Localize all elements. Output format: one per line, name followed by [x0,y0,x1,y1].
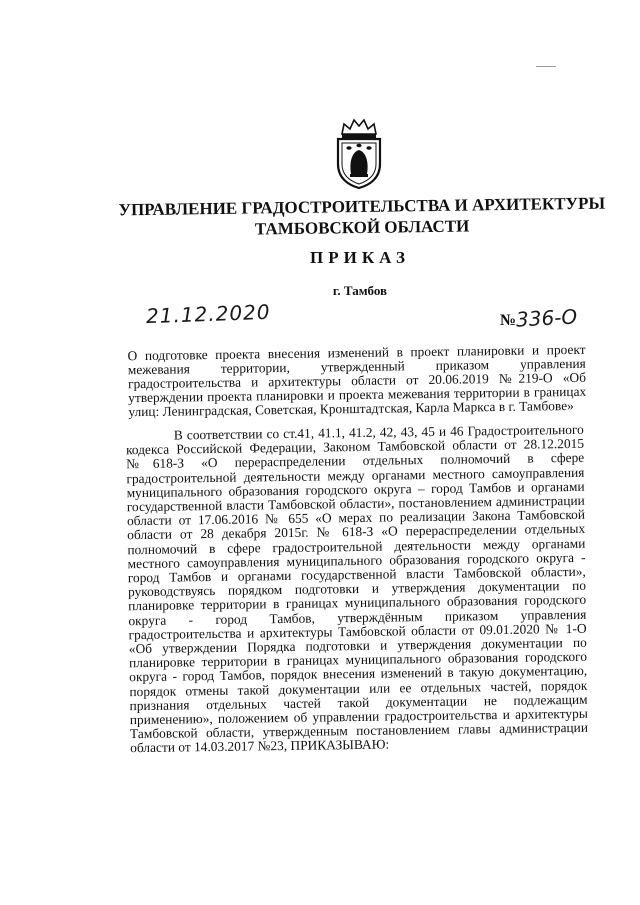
city-label: г. Тамбов [332,283,388,298]
handwritten-date: 21.12.2020 [145,299,271,329]
number-prefix: № [500,312,517,329]
organization-title [112,193,613,242]
document-number [500,306,577,330]
order-body: В соответствии со ст.41, 41.1, 41.2, 42, 43, 45 и 46 Градостроительного кодекса Российской Федерации, Законом Тамбовской области от 28.12.2015 №618-З «О перераспределении отдельных полномочий в сфере градостроительной деятельности между органами местного самоуправления муниципального образования городского округа – город Тамбов и органами государственной власти Тамбовской области», постановлением администрации области от 17.06.2016 № 655 «О мерах по реализации Закона Тамбовской области от 28 декабря 2015г. № 618-З «О перераспределении отдельных полномочий в сфере градостроительной деятельности между органами местного самоуправления муниципального образования городского округа - город Тамбов и органами государственной власти Тамбовской области», руководствуясь порядком подготовки и утверждения документации по планировке территории в границах муниципального образования городского округа - город Тамбов, утверждённым приказом управления градостроительства и архитектуры Тамбовской области от 09.01.2020 № 1-О «Об утверждении Порядка подготовки и утверждения документации по планировке территории в границах муниципального образования городского округа - город Тамбов, порядок внесения изменений в такую документацию, порядок отмены такой документации или ее отдельных частей, порядок признания отдельных частей такой документации не подлежащим применению», положением об управлении градостроительства и архитектуры Тамбовской области, утвержденным постановлением главы администрации области от 14.03.2017 №23, ПРИКАЗЫВАЮ: [125,421,589,756]
scan-mark [536,66,556,67]
document-type: ПРИКАЗ [310,248,410,267]
organization-title-line-1: УПРАВЛЕНИЕ ГРАДОСТРОИТЕЛЬСТВА И АРХИТЕКТУРЫ [118,193,606,220]
order-subject: О подготовке проекта внесения изменений в проект планировки и проект межевания территории, утвержденный приказом управления градостроительства и архитектуры области от 20.06.2019 №219-О «Об утверждении проекта планировки и проекта межевания территории в границах улиц: Ленинградская, Советская, Кронштадтская, Карла Маркса в г. Тамбове» [127,341,587,420]
handwritten-number: 336-О [515,304,578,332]
tambov-coat-of-arms-icon [330,118,388,190]
organization-title-line-2: ТАМБОВСКОЙ ОБЛАСТИ [254,216,470,239]
